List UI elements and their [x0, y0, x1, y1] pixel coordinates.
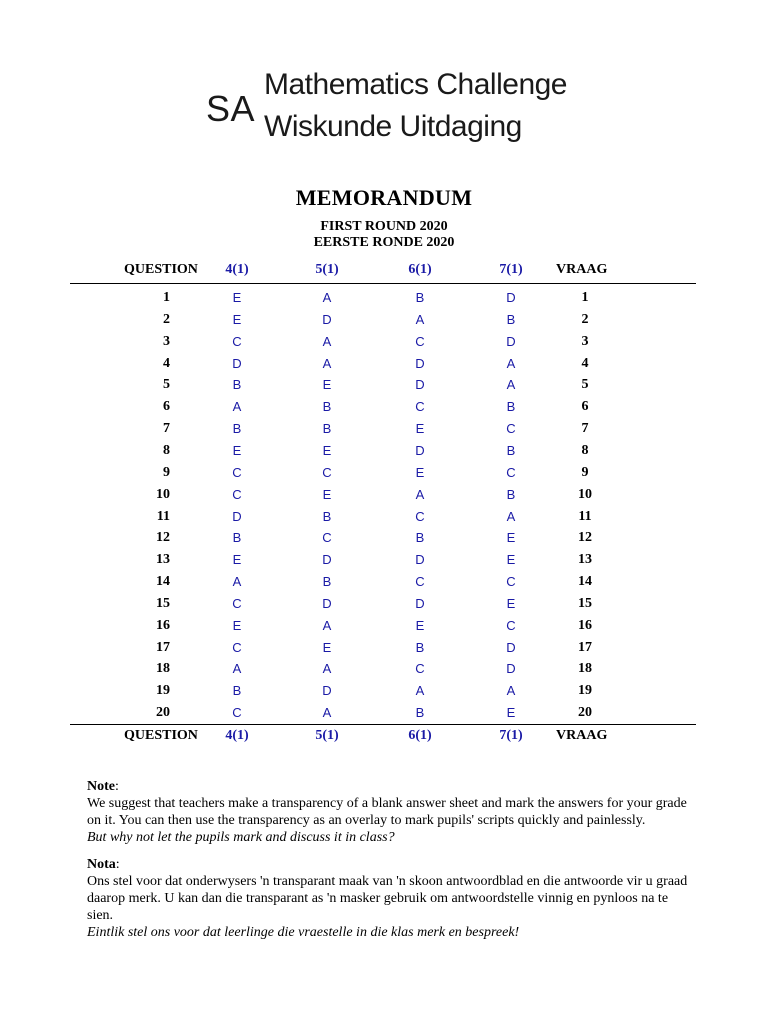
vraag-number: 8 — [581, 442, 589, 458]
answer-cell: C — [506, 421, 516, 437]
table-row — [0, 640, 768, 661]
question-number: 6 — [163, 399, 170, 415]
answer-cell: C — [232, 705, 242, 721]
question-number: 15 — [156, 595, 170, 611]
vraag-number: 13 — [578, 552, 592, 568]
answer-cell: C — [232, 639, 242, 655]
vraag-number: 7 — [581, 421, 589, 437]
table-row — [0, 530, 768, 551]
logo — [198, 62, 567, 154]
answer-cell: E — [322, 377, 332, 393]
header-col-grade-5: 5(1) — [315, 262, 339, 277]
answer-cell: B — [232, 377, 242, 393]
footer-col-grade-4: 4(1) — [225, 728, 249, 743]
answer-cell: A — [322, 333, 332, 349]
header-col-grade-7: 7(1) — [499, 262, 523, 277]
table-row — [0, 443, 768, 464]
answer-cell: E — [322, 639, 332, 655]
answer-cell: E — [232, 290, 242, 305]
answer-cell: E — [322, 442, 332, 458]
table-row — [0, 487, 768, 508]
table-row — [0, 465, 768, 486]
vraag-number: 17 — [578, 639, 592, 655]
answer-cell: C — [232, 464, 242, 480]
answer-cell: D — [506, 661, 516, 677]
answer-cell: D — [322, 311, 332, 327]
answer-cell: B — [415, 639, 425, 655]
answer-cell: D — [232, 355, 242, 371]
answer-cell: A — [506, 377, 516, 393]
table-row — [0, 618, 768, 639]
table-row — [0, 509, 768, 530]
answer-cell: E — [415, 464, 425, 480]
subtitle-afrikaans: EERSTE RONDE 2020 — [313, 235, 455, 250]
answer-cell: D — [415, 552, 425, 568]
answer-cell: C — [415, 661, 425, 677]
answer-cell: D — [506, 290, 516, 305]
answer-cell: C — [415, 399, 425, 415]
table-rule-bottom — [70, 724, 696, 725]
footer-col-grade-5: 5(1) — [315, 728, 339, 743]
logo-line-2: Wiskunde Uitdaging — [264, 110, 522, 143]
answer-cell: B — [322, 574, 332, 590]
answer-cell: A — [415, 486, 425, 502]
table-header-bottom — [0, 728, 768, 748]
logo-line-1: Mathematics Challenge — [264, 68, 567, 101]
footer-question: QUESTION — [124, 728, 198, 743]
vraag-number: 2 — [581, 311, 589, 327]
vraag-number: 18 — [578, 661, 592, 677]
answer-cell: C — [232, 486, 242, 502]
question-number: 14 — [156, 574, 170, 590]
answer-cell: C — [322, 464, 332, 480]
answer-cell: E — [506, 595, 516, 611]
table-row — [0, 377, 768, 398]
answer-cell: D — [506, 639, 516, 655]
answer-cell: E — [415, 617, 425, 633]
vraag-number: 5 — [581, 377, 589, 393]
answer-cell: C — [506, 617, 516, 633]
vraag-number: 4 — [581, 355, 589, 371]
answer-cell: D — [322, 683, 332, 699]
subtitle-english: FIRST ROUND 2020 — [320, 219, 448, 234]
answer-cell: B — [415, 530, 425, 546]
table-row — [0, 356, 768, 377]
answer-cell: B — [506, 399, 516, 415]
header-vraag: VRAAG — [556, 262, 608, 277]
table-row — [0, 421, 768, 442]
question-number: 3 — [163, 333, 170, 349]
answer-cell: B — [232, 530, 242, 546]
note-heading-suffix: : — [115, 779, 119, 794]
answer-cell: B — [506, 311, 516, 327]
table-rule-top — [70, 283, 696, 284]
header-col-grade-6: 6(1) — [408, 262, 432, 277]
answer-cell: B — [506, 442, 516, 458]
answer-cell: D — [506, 333, 516, 349]
answer-cell: A — [232, 574, 242, 590]
answer-cell: B — [506, 486, 516, 502]
answer-cell: E — [232, 617, 242, 633]
question-number: 19 — [156, 683, 170, 699]
answer-cell: D — [415, 355, 425, 371]
vraag-number: 16 — [578, 617, 592, 633]
question-number: 16 — [156, 617, 170, 633]
answer-cell: A — [322, 661, 332, 677]
answer-cell: A — [506, 508, 516, 524]
answer-cell: C — [506, 574, 516, 590]
table-row — [0, 705, 768, 726]
nota-italic: Eintlik stel ons voor dat leerlinge die vraestelle in die klas merk en bespreek! — [87, 925, 520, 940]
answer-cell: B — [232, 683, 242, 699]
table-row — [0, 596, 768, 617]
answer-cell: B — [415, 290, 425, 305]
answer-cell: D — [322, 552, 332, 568]
answer-cell: D — [415, 595, 425, 611]
table-row — [0, 334, 768, 355]
question-number: 4 — [163, 355, 170, 371]
answer-cell: D — [415, 377, 425, 393]
answer-cell: D — [322, 595, 332, 611]
vraag-number: 9 — [581, 464, 589, 480]
table-row — [0, 399, 768, 420]
answer-cell: B — [322, 421, 332, 437]
table-row — [0, 290, 768, 311]
vraag-number: 15 — [578, 595, 592, 611]
vraag-number: 1 — [581, 290, 589, 305]
footer-vraag: VRAAG — [556, 728, 608, 743]
answer-cell: C — [506, 464, 516, 480]
nota-heading: Nota — [87, 857, 116, 872]
question-number: 7 — [163, 421, 170, 437]
vraag-number: 12 — [578, 530, 592, 546]
answer-cell: C — [415, 574, 425, 590]
vraag-number: 11 — [578, 508, 592, 524]
vraag-number: 6 — [581, 399, 589, 415]
table-header-top — [0, 262, 768, 282]
question-number: 2 — [163, 311, 170, 327]
answer-cell: E — [506, 552, 516, 568]
answer-cell: A — [232, 661, 242, 677]
answer-cell: D — [415, 442, 425, 458]
answer-cell: C — [322, 530, 332, 546]
question-number: 17 — [156, 639, 170, 655]
answer-cell: B — [232, 421, 242, 437]
vraag-number: 20 — [578, 705, 592, 721]
answer-cell: E — [506, 530, 516, 546]
question-number: 20 — [156, 705, 170, 721]
answer-cell: A — [415, 683, 425, 699]
question-number: 5 — [163, 377, 170, 393]
nota-heading-suffix: : — [115, 857, 120, 872]
answer-cell: A — [322, 617, 332, 633]
answer-cell: A — [322, 290, 332, 305]
vraag-number: 14 — [578, 574, 592, 590]
answer-cell: A — [506, 683, 516, 699]
header-col-grade-4: 4(1) — [225, 262, 249, 277]
question-number: 12 — [156, 530, 170, 546]
answer-cell: E — [232, 311, 242, 327]
footer-col-grade-6: 6(1) — [408, 728, 432, 743]
note-text: We suggest that teachers make a transparency of a blank answer sheet and mark the answers for your grade on it. You can then use the transparency as an overlay to mark pupils' scripts quickly and painlessly. — [87, 796, 687, 828]
table-row — [0, 552, 768, 573]
answer-cell: B — [415, 705, 425, 721]
logo-sa: SA — [206, 88, 256, 129]
answer-cell: C — [415, 333, 425, 349]
answer-cell: A — [322, 705, 332, 721]
vraag-number: 3 — [581, 333, 589, 349]
question-number: 10 — [156, 486, 170, 502]
vraag-number: 10 — [578, 486, 592, 502]
table-row — [0, 574, 768, 595]
question-number: 11 — [156, 508, 170, 524]
answer-cell: A — [506, 355, 516, 371]
table-row — [0, 661, 768, 682]
answer-cell: E — [415, 421, 425, 437]
nota-text: Ons stel voor dat onderwysers 'n transparant maak van 'n skoon antwoordblad en die antwoorde vir u graad daarop merk. U kan dan die transparant as 'n masker gebruik om antwoordstelle vinnig en pynloos na te sien. — [87, 874, 688, 923]
answer-cell: E — [232, 552, 242, 568]
answer-cell: C — [232, 333, 242, 349]
footer-col-grade-7: 7(1) — [499, 728, 523, 743]
answer-cell: A — [232, 399, 242, 415]
answer-cell: C — [415, 508, 425, 524]
question-number: 8 — [163, 442, 170, 458]
question-number: 13 — [156, 552, 170, 568]
answer-cell: E — [506, 705, 516, 721]
note-italic: But why not let the pupils mark and discuss it in class? — [87, 830, 395, 845]
question-number: 1 — [163, 290, 170, 305]
answer-cell: B — [322, 399, 332, 415]
answer-cell: E — [322, 486, 332, 502]
header-question: QUESTION — [124, 262, 198, 277]
answer-cell: E — [232, 442, 242, 458]
question-number: 18 — [156, 661, 170, 677]
question-number: 9 — [163, 464, 170, 480]
vraag-number: 19 — [578, 683, 592, 699]
answer-cell: A — [322, 355, 332, 371]
answer-cell: A — [415, 311, 425, 327]
note-heading: Note — [87, 779, 115, 794]
answer-cell: B — [322, 508, 332, 524]
table-row — [0, 312, 768, 333]
table-row — [0, 683, 768, 704]
page-title: MEMORANDUM — [295, 185, 473, 210]
answer-cell: C — [232, 595, 242, 611]
answer-cell: D — [232, 508, 242, 524]
notes-section — [87, 778, 697, 941]
